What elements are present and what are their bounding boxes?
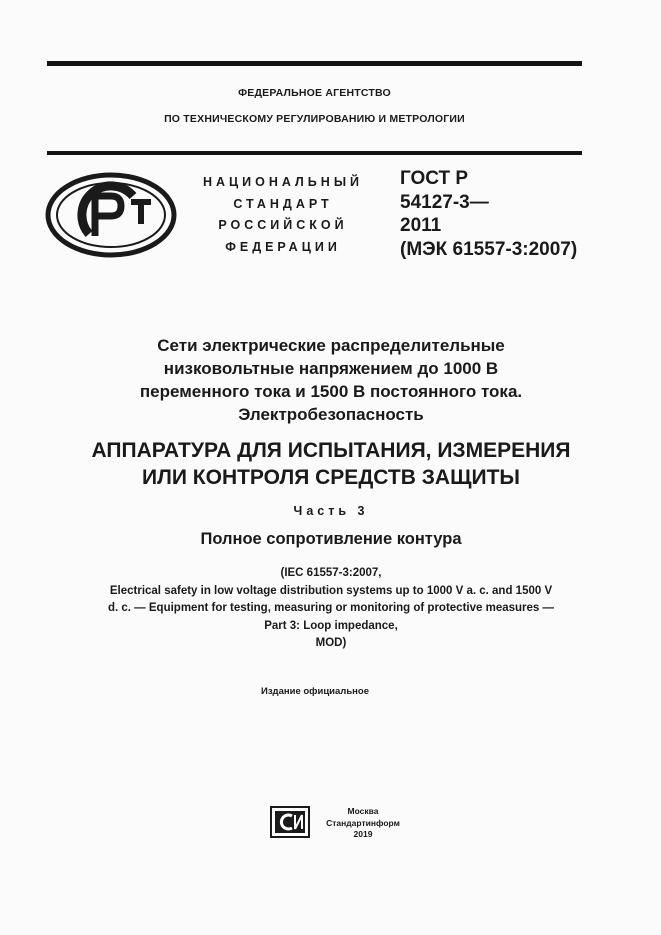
english-line: Electrical safety in low voltage distribution systems up to 1000 V a. c. and 1500 V [109, 584, 553, 597]
publisher-city: Москва [347, 806, 379, 816]
top-rule [47, 61, 582, 66]
subtitle-line: Электробезопасность [238, 405, 424, 424]
designation-line: 2011 [400, 215, 442, 236]
national-standard-line: СТАНДАРТ [233, 196, 333, 211]
publisher-info [318, 806, 408, 841]
english-reference [47, 565, 615, 653]
middle-rule [47, 151, 582, 155]
standard-designation [400, 167, 577, 261]
document-title [47, 437, 615, 491]
title-line: АППАРАТУРА ДЛЯ ИСПЫТАНИЯ, ИЗМЕРЕНИЯ [91, 439, 571, 462]
title-line: ИЛИ КОНТРОЛЯ СРЕДСТВ ЗАЩИТЫ [142, 466, 520, 489]
english-line: d. c. — Equipment for testing, measuring or monitoring of protective measures — [107, 602, 554, 614]
agency-line-2: ПО ТЕХНИЧЕСКОМУ РЕГУЛИРОВАНИЮ И МЕТРОЛОГИИ [164, 113, 465, 125]
edition-label: Издание официальное [261, 686, 369, 697]
designation-line: ГОСТ Р [400, 168, 469, 189]
subtitle-line: переменного тока и 1500 В постоянного тока. [139, 382, 523, 401]
publisher-year: 2019 [353, 829, 373, 839]
part-number: Часть 3 [293, 504, 369, 518]
national-standard-line: ФЕДЕРАЦИИ [225, 239, 341, 254]
subtitle-line: Сети электрические распределительные [157, 336, 505, 355]
english-line: (IEC 61557-3:2007, [280, 567, 382, 579]
english-line: MOD) [315, 637, 347, 649]
national-standard-line: РОССИЙСКОЙ [218, 218, 348, 232]
agency-line-1: ФЕДЕРАЛЬНОЕ АГЕНТСТВО [238, 87, 391, 99]
designation-line: (МЭК 61557-3:2007) [400, 238, 578, 260]
publisher-name: Стандартинформ [326, 817, 400, 828]
part-title: Полное сопротивление контура [200, 530, 462, 548]
english-line: Part 3: Loop impedance, [264, 619, 398, 632]
subtitle-line: низковольтные напряжением до 1000 В [163, 359, 499, 378]
national-standard-label [188, 172, 378, 258]
gost-r-emblem-icon [45, 172, 177, 258]
standartinform-logo-icon [270, 806, 310, 838]
document-subtitle [47, 334, 615, 426]
designation-line: 54127-3— [400, 191, 489, 213]
national-standard-line: НАЦИОНАЛЬНЫЙ [202, 175, 364, 189]
